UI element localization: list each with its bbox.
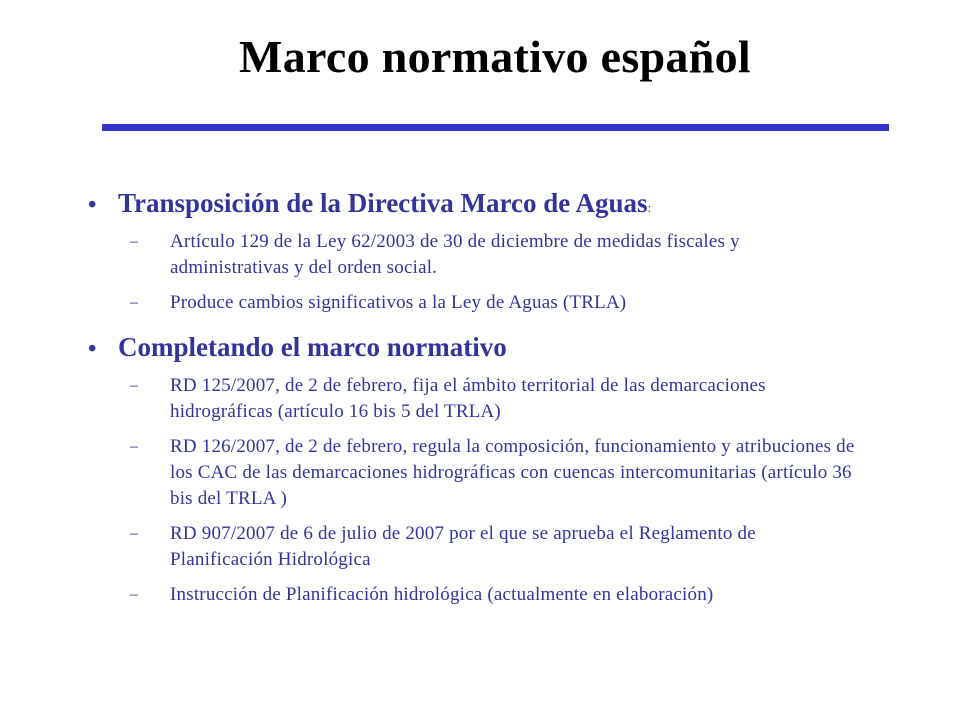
dash-icon: – (130, 586, 139, 603)
list-item (88, 373, 888, 425)
list-item-text: Instrucción de Planificación hidrológica (actualmente en elaboración) (170, 584, 714, 605)
dash-icon: – (130, 525, 139, 542)
dash-icon: – (130, 294, 139, 311)
sub-list (88, 373, 888, 608)
list-item (88, 290, 888, 316)
title-underline (102, 124, 889, 131)
bullet-section-transposicion (88, 186, 888, 316)
dash-icon: – (130, 377, 139, 394)
bullet-section-completando (88, 330, 888, 608)
list-item (88, 229, 888, 281)
list-item (88, 521, 888, 573)
list-item-text: Artículo 129 de la Ley 62/2003 de 30 de diciembre de medidas fiscales y administrativas y del orden social. (170, 231, 740, 278)
list-item (88, 582, 888, 608)
dash-icon: – (130, 438, 139, 455)
bullet-heading (88, 186, 888, 225)
bullet-heading (88, 330, 888, 369)
bullet-icon: • (88, 192, 97, 218)
bullet-heading-text: Completando el marco normativo (118, 332, 507, 362)
list-item-text: RD 907/2007 de 6 de julio de 2007 por el que se aprueba el Reglamento de Planificación Hidrológica (170, 523, 756, 570)
slide-content (88, 186, 888, 622)
bullet-heading-text: Transposición de la Directiva Marco de Aguas: (118, 188, 652, 218)
list-item-text: RD 126/2007, de 2 de febrero, regula la composición, funcionamiento y atribuciones de los CAC de las demarcaciones hidrográficas con cuencas intercomunitarias (artículo 36 bis del TRLA ) (170, 436, 855, 509)
heading-colon: : (647, 200, 652, 215)
list-item (88, 434, 888, 512)
list-item-text: Produce cambios significativos a la Ley de Aguas (TRLA) (170, 292, 627, 313)
list-item-text: RD 125/2007, de 2 de febrero, fija el ámbito territorial de las demarcaciones hidrográficas (artículo 16 bis 5 del TRLA) (170, 375, 766, 422)
dash-icon: – (130, 233, 139, 250)
page-title: Marco normativo español (238, 31, 751, 82)
bullet-icon: • (88, 336, 97, 362)
sub-list (88, 229, 888, 316)
